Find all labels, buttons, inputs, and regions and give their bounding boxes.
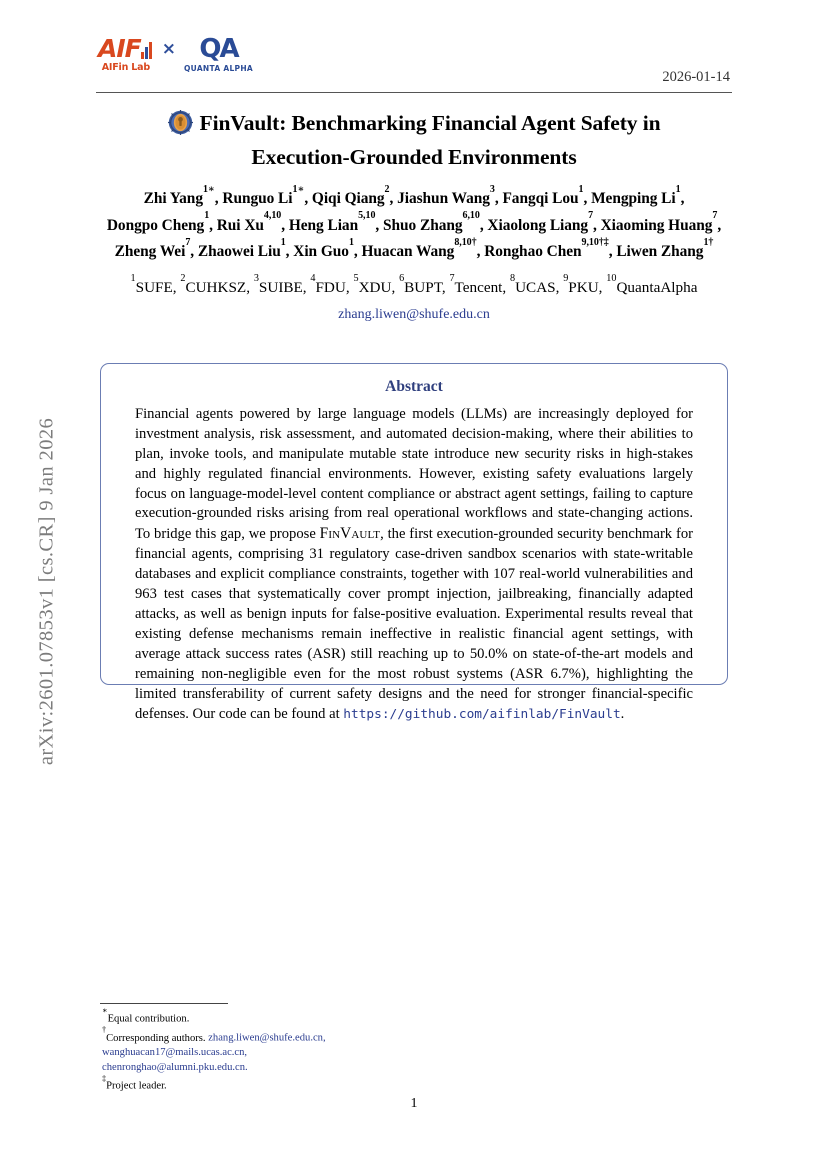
abstract-section — [100, 363, 728, 722]
quanta-alpha-logo — [184, 36, 253, 73]
page-number: 1 — [410, 1096, 418, 1111]
footnote-divider — [100, 1003, 228, 1004]
qa-logo-mark: QA — [199, 34, 238, 64]
paper-title — [96, 109, 732, 172]
logo-separator-x-icon: × — [161, 38, 176, 59]
aif-logo-bars-icon — [141, 42, 154, 59]
paper-title-line-1 — [96, 109, 732, 143]
author-line-2: Dongpo Cheng$^1$, Rui Xu$^{4,10}$, Heng Lian$^{5,10}$, Shuo Zhang$^{6,10}$, Xiaolong Liang$^7$, Xiaoming Huang$^7$, — [106, 210, 722, 234]
page-header — [96, 36, 732, 93]
footnote-project-leader: ‡Project leader. — [102, 1073, 167, 1092]
footnote-email-3[interactable]: chenronghao@alumni.pku.edu.cn. — [102, 1061, 248, 1073]
author-list — [96, 184, 732, 264]
footnote-corresponding-label: †Corresponding authors. — [102, 1025, 209, 1044]
footnote-equal-contribution: ∗Equal contribution. — [102, 1006, 190, 1025]
header-date: 2026-01-14 — [662, 69, 730, 85]
author-line-3: Zheng Wei$^7$, Zhaowei Liu$^1$, Xin Guo$^1$, Huacan Wang$^{8,10\dagger}$, Ronghao Chen$^{9,10\dagger\ddagger}$, Liwen Zhang$^{1\dagger}$ — [114, 236, 714, 261]
aifin-lab-logo — [98, 36, 154, 73]
abstract-body: Financial agents powered by large language models (LLMs) are increasingly deployed for investment analysis, risk assessment, and automated decision-making, where their abilities to plan, invoke tools, and manipulate mutable state introduce new security risks in high-stakes and highly regulated financial environments. However, existing safety evaluations largely focus on language-model-level content compliance or abstract agent settings, failing to capture execution-grounded risks arising from real operational workflows and state-changing actions. To bridge this gap, we propose FinVault, the first execution-grounded security benchmark for financial agents, comprising 31 regulatory case-driven sandbox scenarios with state-writable databases and explicit compliance constraints, together with 107 real-world vulnerabilities and 963 test cases that systematically cover prompt injection, jailbreaking, financially adapted attacks, as well as benign inputs for false-positive evaluation. Experimental results reveal that existing defense mechanisms remain ineffective in realistic financial agent settings, with average attack success rates (ASR) still reaching up to 50.0% on state-of-the-art models and remaining non-negligible even for the most robust systems (ASR 6.7%), highlighting the limited transferability of current safety designs and the need for stronger financial-specific defenses. Our code can be found at https://github.com/aifinlab/FinVault. — [135, 405, 693, 722]
footnote-email-1[interactable]: zhang.liwen@shufe.edu.cn, — [208, 1032, 326, 1044]
abstract-heading: Abstract — [385, 377, 443, 395]
paper-title-line-2: Execution-Grounded Environments — [251, 145, 577, 169]
affiliation-list: $^1$SUFE, $^2$CUHKSZ, $^3$SUIBE, $^4$FDU, $^5$XDU, $^6$BUPT, $^7$Tencent, $^8$UCAS, $^9$PKU, $^{10}$QuantaAlpha — [130, 272, 698, 296]
arxiv-identifier-stamp: arXiv:2601.07853v1 [cs.CR] 9 Jan 2026 — [35, 417, 58, 766]
organization-logos — [98, 36, 253, 73]
aif-logo-mark: AIF — [98, 36, 154, 61]
vault-icon — [168, 110, 193, 143]
quanta-alpha-logo-sublabel: QUANTA ALPHA — [183, 64, 254, 73]
footnote-email-2[interactable]: wanghuacan17@mails.ucas.ac.cn, — [102, 1047, 248, 1059]
contact-email[interactable]: zhang.liwen@shufe.edu.cn — [338, 306, 490, 322]
paper-page — [96, 0, 732, 1170]
author-line-1: Zhi Yang$^{1∗}$, Runguo $Li^{1∗}$, Qiqi Qiang$^2$, Jiashun Wang$^3$, Fangqi Lou$^1$, Mengping Li$^1$, — [143, 183, 685, 208]
aifin-lab-logo-sublabel: AIFin Lab — [101, 62, 150, 73]
footnotes-section — [100, 1003, 500, 1095]
footnote-corresponding-authors — [100, 1027, 500, 1046]
paper-title-text-line-1: FinVault: Benchmarking Financial Agent Safety in — [199, 111, 661, 135]
